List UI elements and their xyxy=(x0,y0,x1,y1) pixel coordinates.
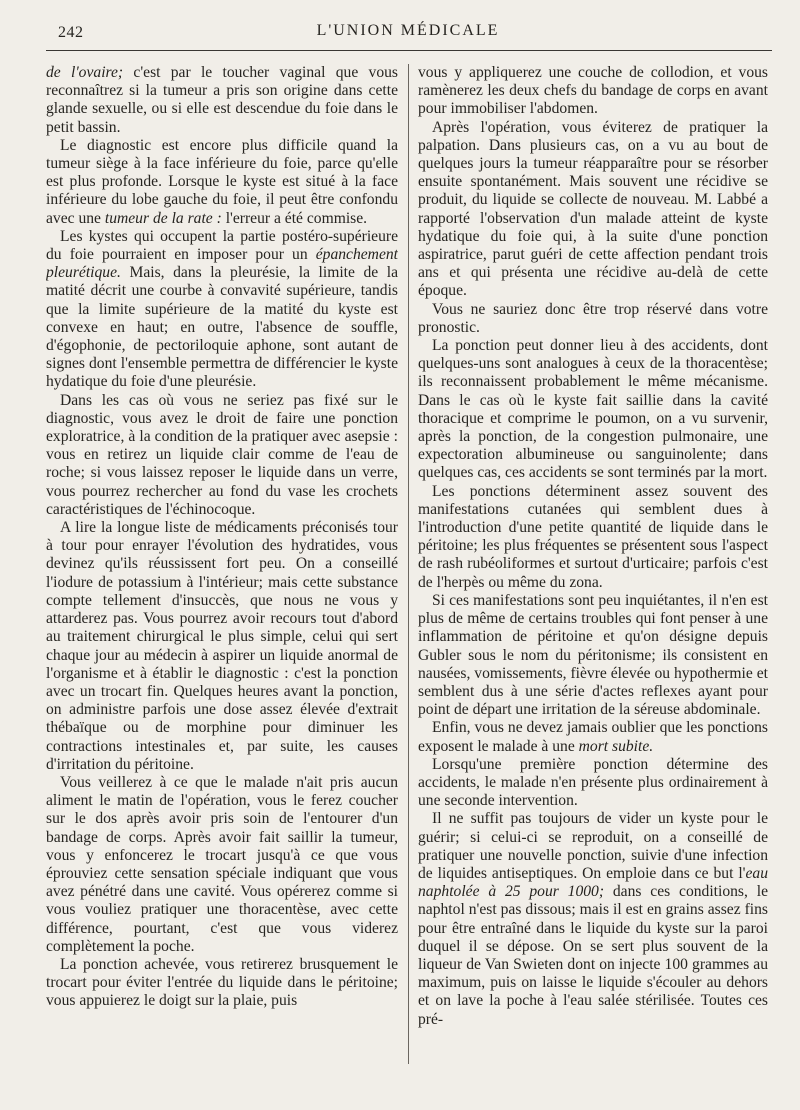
running-head xyxy=(46,20,770,44)
paragraph xyxy=(46,137,398,228)
text-run: Enfin, vous ne devez jamais oublier que les ponctions exposent le malade à une xyxy=(418,719,768,755)
text-run: l'erreur a été commise. xyxy=(221,209,368,227)
paragraph xyxy=(46,956,398,1011)
paragraph xyxy=(418,64,768,119)
paragraph xyxy=(46,392,398,519)
paragraph xyxy=(46,228,398,392)
left-column xyxy=(46,64,398,1104)
text-run: Si ces manifestations sont peu inquiétantes, il n'en est plus de même de certains troubles qui font penser à une inflammation de péritoine et qu'on désigne depuis Gubler sous le nom du péritonisme; ils consistent en nausées, vomissements, fièvre élevée ou hypothermie et semblent dus à une série d'actes reflexes ayant pour point de départ une irritation de la séreuse abdominale. xyxy=(418,591,768,719)
paragraph xyxy=(418,719,768,755)
text-run: Vous ne sauriez donc être trop réservé dans votre pronostic. xyxy=(418,300,768,336)
paragraph xyxy=(418,483,768,592)
paragraph xyxy=(46,64,398,137)
italic-text: épanchement pleurétique. xyxy=(46,246,398,282)
text-run: Lorsqu'une première ponction détermine des accidents, le malade n'en présente plus ordinairement à une seconde intervention. xyxy=(418,755,768,810)
paragraph xyxy=(418,810,768,1028)
text-run: dans ces conditions, le naphtol n'est pas dissous; mais il est en grains assez fins pour être entraîné dans le liquide du kyste sur la paroi duquel il se dépose. On se sert plus souvent de la liqueur de Van Swieten dont on injecte 100 grammes au maximum, puis on laisse le liquide s'écouler au dehors et on lave la poche à l'eau salée stérilisée. Toutes ces pré- xyxy=(418,883,768,1028)
text-run: Vous veillerez à ce que le malade n'ait pris aucun aliment le matin de l'opération, vous le ferez coucher sur le dos après avoir pris soin de l'entourer d'un bandage de corps. Après avoir fait saillir la tumeur, vous y enfoncerez le trocart jusqu'à ce que vous éprouviez cette sensation spéciale indiquant que vous avez pénétré dans une cavité. Vous opérerez comme si vous vouliez pratiquer une thoracentèse, avec cette différence, pourtant, c'est que vous viderez complètement la poche. xyxy=(46,773,398,955)
text-run: La ponction peut donner lieu à des accidents, dont quelques-uns sont analogues à ceux de la thoracentèse; ils reconnaissent probablement le même mécanisme. Dans le cas où le kyste fait saillie dans la cavité thoracique et comprime le poumon, on a vu survenir, après la ponction, de la congestion pulmonaire, une expectoration albumineuse ou sanguinolente; dans quelques cas, ces accidents se sont terminés par la mort. xyxy=(418,337,768,482)
text-run: Les kystes qui occupent la partie postéro-supérieure du foie pourraient en imposer pour un xyxy=(46,227,398,264)
text-run: Les ponctions déterminent assez souvent des manifestations cutanées qui semblent dues à l'introduction d'une petite quantité de liquide dans le péritoine; les plus fréquentes se présentent sous l'aspect de rash rubéoliformes et surtout d'urticaire; parfois c'est de l'herpès ou même du zona. xyxy=(418,482,768,591)
paragraph xyxy=(418,119,768,301)
text-run: Dans les cas où vous ne seriez pas fixé sur le diagnostic, vous avez le droit de faire une ponction exploratrice, à la condition de la pratiquer avec asepsie : vous en retirez un liquide clair comme de l'eau de roche; si vous laissez reposer le liquide dans un verre, vous pourrez rechercher au fond du vase les crochets caractéristiques de l'échinocoque. xyxy=(46,391,398,518)
paragraph xyxy=(418,756,768,811)
paragraph xyxy=(418,301,768,337)
text-run: c'est par le toucher vaginal que vous reconnaîtrez si la tumeur a pris son origine dans cette glande sexuelle, ou si elle est descendue du foie dans le petit bassin. xyxy=(46,64,398,136)
italic-text: mort subite. xyxy=(578,737,654,755)
paragraph xyxy=(418,337,768,483)
italic-text: de l'ovaire; xyxy=(46,64,124,81)
paragraph xyxy=(46,774,398,956)
journal-title: L'UNION MÉDICALE xyxy=(316,22,500,39)
page-number: 242 xyxy=(58,24,84,41)
header-rule xyxy=(46,50,772,51)
text-run: Après l'opération, vous éviterez de pratiquer la palpation. Dans plusieurs cas, on a vu au bout de quelques jours la tumeur réapparaître pour se résorber ensuite spontanément. Mais souvent une récidive se produit, du liquide se collecte de nouveau. M. Labbé a rapporté l'observation d'un malade atteint de kyste hydatique du foie qui, à la suite d'une ponction aspiratrice, parut guéri de cette affection pendant trois ans et qui présenta une récidive au-delà de cette époque. xyxy=(418,118,768,300)
italic-text: tumeur de la rate : xyxy=(104,209,222,227)
italic-text: eau naphtolée à 25 pour 1000; xyxy=(418,864,768,901)
right-column xyxy=(418,64,768,1104)
paragraph xyxy=(418,592,768,719)
text-run: Mais, dans la pleurésie, la limite de la matité décrit une courbe à convavité supérieure, tandis que la limite supérieure de la matité du kyste est convexe en haut; en outre, l'absence de souffle, d'égophonie, de pectoriloquie aphone, sont autant de signes dont l'ensemble permettra de différencier le kyste hydatique du foie d'une pleurésie. xyxy=(46,264,398,391)
text-run: A lire la longue liste de médicaments préconisés tour à tour pour enrayer l'évolution des hydratides, vous devinez qu'ils réussissent fort peu. On a conseillé l'iodure de potassium à l'intérieur; mais cette substance compte tellement d'insuccès, que nous ne vous y attarderez pas. Vous pourrez avoir recours tout d'abord au traitement chirurgical le plus simple, celui qui sert chaque jour au médecin à aspirer un liquide anormal de l'organisme et à établir le diagnostic : c'est la ponction avec un trocart fin. Quelques heures avant la ponction, on administre parfois une dose assez élevée d'extrait thébaïque ou de morphine pour diminuer les contractions intestinales et, par suite, les causes d'irritation du péritoine. xyxy=(46,519,398,773)
text-run: Il ne suffit pas toujours de vider un kyste pour le guérir; si celui-ci se reproduit, on a conseillé de pratiquer une nouvelle ponction, suivie d'une infection de liquides antiseptiques. On emploie dans ce but l' xyxy=(418,810,768,882)
column-divider xyxy=(408,64,409,1064)
text-run: Le diagnostic est encore plus difficile quand la tumeur siège à la face inférieure du foie, parce qu'elle est plus profonde. Lorsque le kyste est situé à la face inférieure du lobe gauche du foie, il peut être confondu avec une xyxy=(46,136,398,227)
text-run: vous y appliquerez une couche de collodion, et vous ramènerez les deux chefs du bandage de corps en avant pour immobiliser l'abdomen. xyxy=(418,64,768,118)
paragraph xyxy=(46,519,398,774)
text-run: La ponction achevée, vous retirerez brusquement le trocart pour éviter l'entrée du liquide dans le péritoine; vous appuierez le doigt sur la plaie, puis xyxy=(46,955,398,1010)
